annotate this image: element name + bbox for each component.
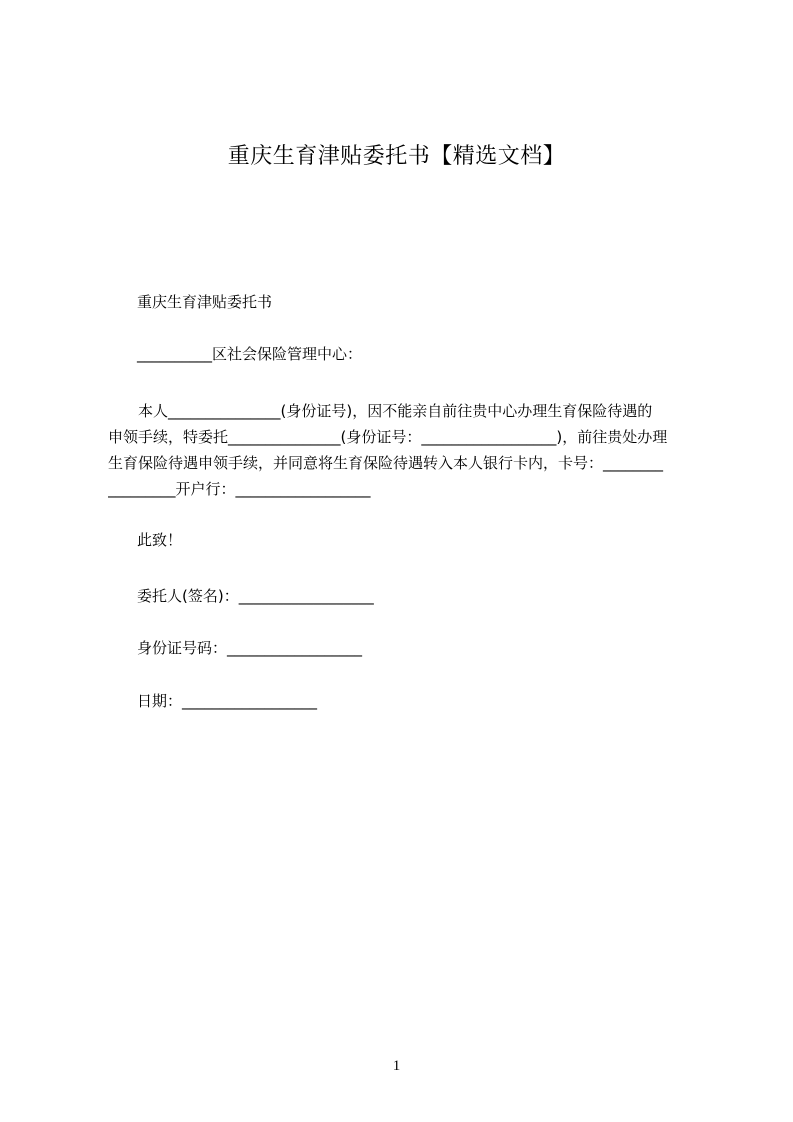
signature-line: 委托人(签名)：__________________	[137, 587, 374, 605]
id-number-line: 身份证号码：__________________	[137, 639, 363, 657]
letter-heading: 重庆生育津贴委托书	[137, 293, 273, 311]
addressee-line: __________区社会保险管理中心：	[137, 345, 363, 363]
body-line-4: _________开户行：__________________	[108, 480, 371, 498]
body-line-1: 本人_______________(身份证号)，因不能亲自前往贵中心办理生育保险待遇的	[138, 402, 653, 420]
salutation: 此致！	[137, 531, 183, 549]
page-number: 1	[392, 1058, 401, 1074]
body-paragraph	[108, 398, 704, 502]
body-line-3: 生育保险待遇申领手续，并同意将生育保险待遇转入本人银行卡内，卡号：________	[108, 454, 664, 472]
date-line: 日期：__________________	[137, 692, 318, 710]
body-line-2: 申领手续，特委托_______________(身份证号：__________________)，前往贵处办理	[108, 428, 668, 446]
document-title: 重庆生育津贴委托书【精选文档】	[227, 144, 566, 169]
